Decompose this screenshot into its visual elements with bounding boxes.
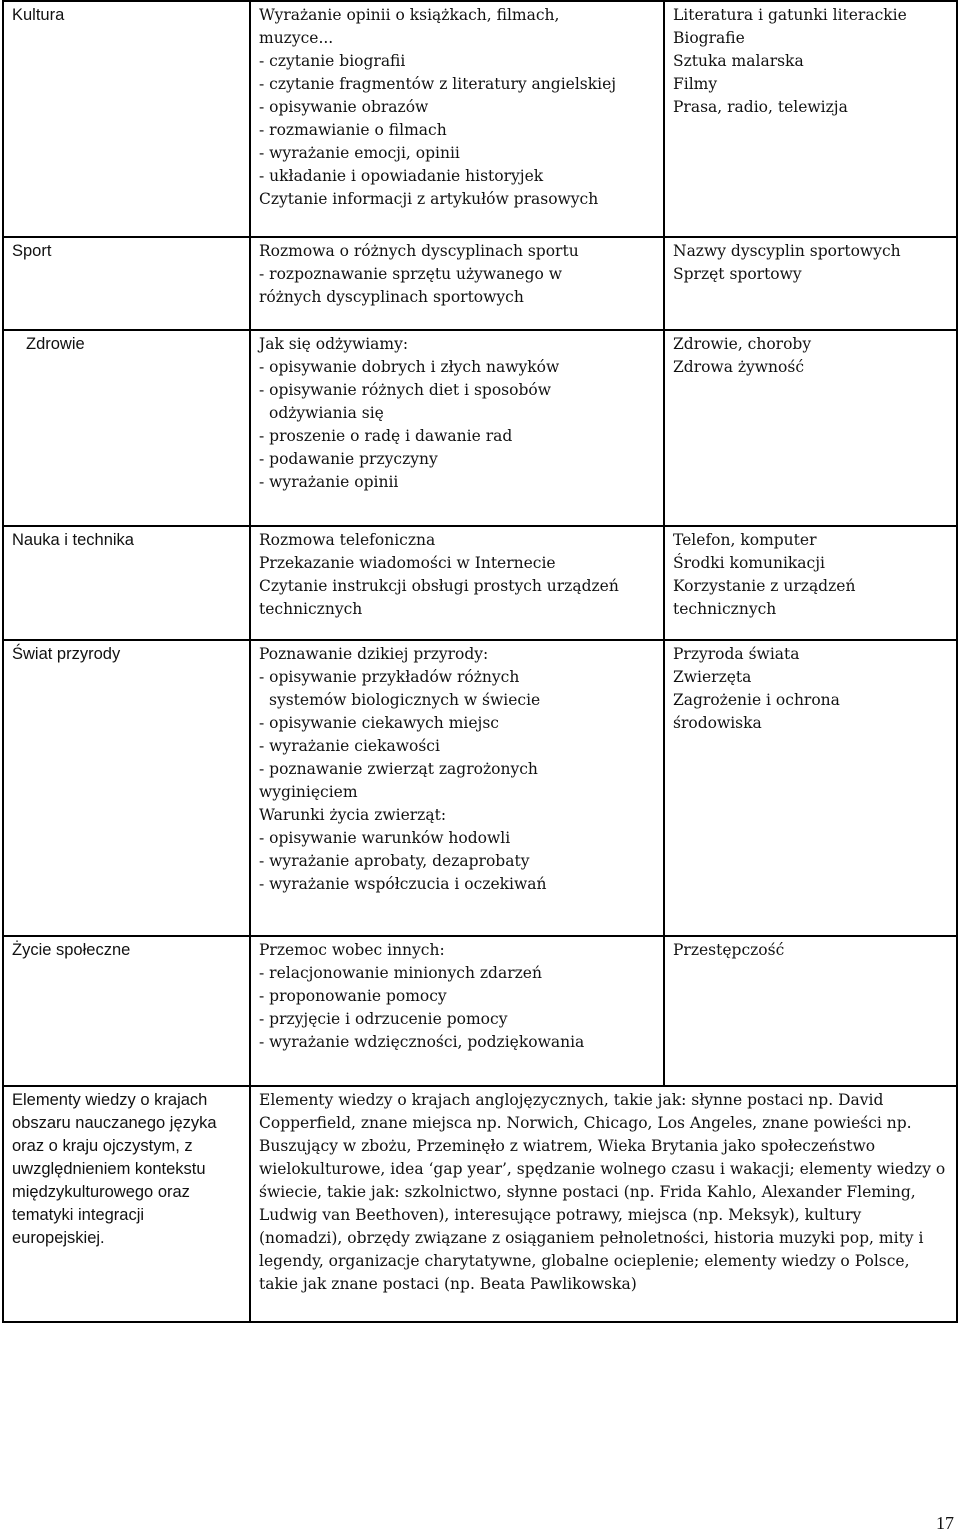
vocabulary-line: Zwierzęta bbox=[673, 668, 752, 686]
skill-line: Warunki życia zwierząt: bbox=[259, 806, 447, 824]
skill-line: - wyrażanie wdzięczności, podziękowania bbox=[259, 1033, 585, 1051]
skill-line: - rozpoznawanie sprzętu używanego w bbox=[259, 265, 563, 283]
skill-line: Rozmowa telefoniczna bbox=[259, 531, 436, 549]
skill-line: - relacjonowanie minionych zdarzeń bbox=[259, 964, 542, 982]
vocabulary-line: Telefon, komputer bbox=[673, 531, 817, 549]
vocabulary-line: Korzystanie z urządzeń bbox=[673, 577, 856, 595]
skills-cell bbox=[250, 640, 664, 936]
syllabus-table bbox=[2, 0, 958, 1323]
skill-line: Czytanie instrukcji obsługi prostych urządzeń bbox=[259, 577, 619, 595]
vocabulary-line: Nazwy dyscyplin sportowych bbox=[673, 242, 901, 260]
vocabulary-line: Sprzęt sportowy bbox=[673, 265, 802, 283]
skill-line: systemów biologicznych w świecie bbox=[269, 691, 541, 709]
thematic-area-cell bbox=[3, 1, 250, 237]
thematic-area-cell bbox=[3, 237, 250, 330]
skills-cell bbox=[250, 1, 664, 237]
vocabulary-line: Przestępczość bbox=[673, 941, 785, 959]
skill-line: - opisywanie różnych diet i sposobów bbox=[259, 381, 551, 399]
vocabulary-line: Biografie bbox=[673, 29, 745, 47]
vocabulary-line: Przyroda świata bbox=[673, 645, 800, 663]
vocabulary-cell bbox=[664, 936, 957, 1086]
skill-line: - czytanie biografii bbox=[259, 52, 406, 70]
page-number: 17 bbox=[936, 1513, 954, 1533]
vocabulary-line: Literatura i gatunki literackie bbox=[673, 6, 907, 24]
skill-line: - układanie i opowiadanie historyjek bbox=[259, 167, 544, 185]
vocabulary-cell bbox=[664, 640, 957, 936]
skill-line: - rozmawianie o filmach bbox=[259, 121, 447, 139]
skill-line: - wyrażanie aprobaty, dezaprobaty bbox=[259, 852, 530, 870]
vocabulary-line: Sztuka malarska bbox=[673, 52, 804, 70]
thematic-area-label: Elementy wiedzy o krajach obszaru nauczanego języka oraz o kraju ojczystym, z uwzględnieniem kontekstu międzykulturowego oraz tematyki integracji europejskiej. bbox=[12, 1091, 217, 1247]
skill-line: - podawanie przyczyny bbox=[259, 450, 438, 468]
skill-line: różnych dyscyplinach sportowych bbox=[259, 288, 524, 306]
table-row bbox=[3, 526, 957, 640]
thematic-area-label: Życie społeczne bbox=[12, 941, 131, 959]
thematic-area-label: Sport bbox=[12, 242, 52, 260]
thematic-area-cell bbox=[3, 936, 250, 1086]
skill-line: - poznawanie zwierząt zagrożonych bbox=[259, 760, 538, 778]
vocabulary-cell bbox=[664, 330, 957, 526]
table-row bbox=[3, 1, 957, 237]
thematic-area-label: Nauka i technika bbox=[12, 531, 134, 549]
table-row bbox=[3, 640, 957, 936]
skill-line: Rozmowa o różnych dyscyplinach sportu bbox=[259, 242, 579, 260]
thematic-area-cell bbox=[3, 640, 250, 936]
thematic-area-label: Świat przyrody bbox=[12, 645, 121, 663]
vocabulary-cell bbox=[664, 526, 957, 640]
thematic-area-cell bbox=[3, 330, 250, 526]
skill-line: Przemoc wobec innych: bbox=[259, 941, 445, 959]
vocabulary-line: technicznych bbox=[673, 600, 777, 618]
skills-cell bbox=[250, 526, 664, 640]
skill-line: Czytanie informacji z artykułów prasowych bbox=[259, 190, 599, 208]
skill-line: - opisywanie obrazów bbox=[259, 98, 429, 116]
skill-line: - przyjęcie i odrzucenie pomocy bbox=[259, 1010, 508, 1028]
skill-line: - wyrażanie współczucia i oczekiwań bbox=[259, 875, 547, 893]
cultural-knowledge-cell bbox=[250, 1086, 957, 1322]
skill-line: technicznych bbox=[259, 600, 363, 618]
skill-line: - opisywanie warunków hodowli bbox=[259, 829, 511, 847]
skill-line: - wyrażanie opinii bbox=[259, 473, 399, 491]
table-row bbox=[3, 1086, 957, 1322]
skill-line: muzyce... bbox=[259, 29, 334, 47]
vocabulary-line: środowiska bbox=[673, 714, 762, 732]
thematic-area-label: Kultura bbox=[12, 6, 65, 24]
skill-line: Wyrażanie opinii o książkach, filmach, bbox=[259, 6, 560, 24]
skill-line: wyginięciem bbox=[259, 783, 358, 801]
vocabulary-line: Prasa, radio, telewizja bbox=[673, 98, 848, 116]
table-row bbox=[3, 330, 957, 526]
skill-line: - wyrażanie emocji, opinii bbox=[259, 144, 460, 162]
skill-line: - czytanie fragmentów z literatury angielskiej bbox=[259, 75, 617, 93]
vocabulary-line: Zdrowa żywność bbox=[673, 358, 805, 376]
table-row bbox=[3, 237, 957, 330]
skills-cell bbox=[250, 936, 664, 1086]
vocabulary-cell bbox=[664, 237, 957, 330]
skill-line: - opisywanie dobrych i złych nawyków bbox=[259, 358, 560, 376]
table-row bbox=[3, 936, 957, 1086]
skill-line: odżywiania się bbox=[269, 404, 384, 422]
vocabulary-line: Zagrożenie i ochrona bbox=[673, 691, 840, 709]
thematic-area-cell bbox=[3, 526, 250, 640]
skill-line: Poznawanie dzikiej przyrody: bbox=[259, 645, 489, 663]
thematic-area-cell bbox=[3, 1086, 250, 1322]
skill-line: Jak się odżywiamy: bbox=[259, 335, 409, 353]
vocabulary-line: Filmy bbox=[673, 75, 718, 93]
skills-cell bbox=[250, 330, 664, 526]
skill-line: - opisywanie przykładów różnych bbox=[259, 668, 520, 686]
vocabulary-cell bbox=[664, 1, 957, 237]
skill-line: Przekazanie wiadomości w Internecie bbox=[259, 554, 556, 572]
skills-cell bbox=[250, 237, 664, 330]
cultural-knowledge-text: Elementy wiedzy o krajach anglojęzycznych, takie jak: słynne postaci np. David Copperfield, znane miejsca np. Norwich, Chicago, Los Angeles, znane powieści np. Buszujący w zbożu, Przeminęło z wiatrem, Wieka Brytania jako społeczeństwo wielokulturowe, idea ‘gap year’, spędzanie wolnego czasu i wakacji; elementy wiedzy o świecie, takie jak: szkolnictwo, słynne postaci (np. Frida Kahlo, Alexander Fleming, Ludwig van Beethoven), interesujące potrawy, miejsca (np. Meksyk), kultury (nomadzi), obrzędy związane z osiąganiem pełnoletności, historia muzyki pop, mity i legendy, organizacje charytatywne, globalne ocieplenie; elementy wiedzy o Polsce, takie jak znane postaci (np. Beata Pawlikowska) bbox=[259, 1091, 946, 1293]
skill-line: - proszenie o radę i dawanie rad bbox=[259, 427, 513, 445]
skill-line: - wyrażanie ciekawości bbox=[259, 737, 440, 755]
vocabulary-line: Zdrowie, choroby bbox=[673, 335, 812, 353]
skill-line: - opisywanie ciekawych miejsc bbox=[259, 714, 499, 732]
vocabulary-line: Środki komunikacji bbox=[673, 554, 825, 572]
skill-line: - proponowanie pomocy bbox=[259, 987, 447, 1005]
thematic-area-label: Zdrowie bbox=[26, 335, 85, 353]
